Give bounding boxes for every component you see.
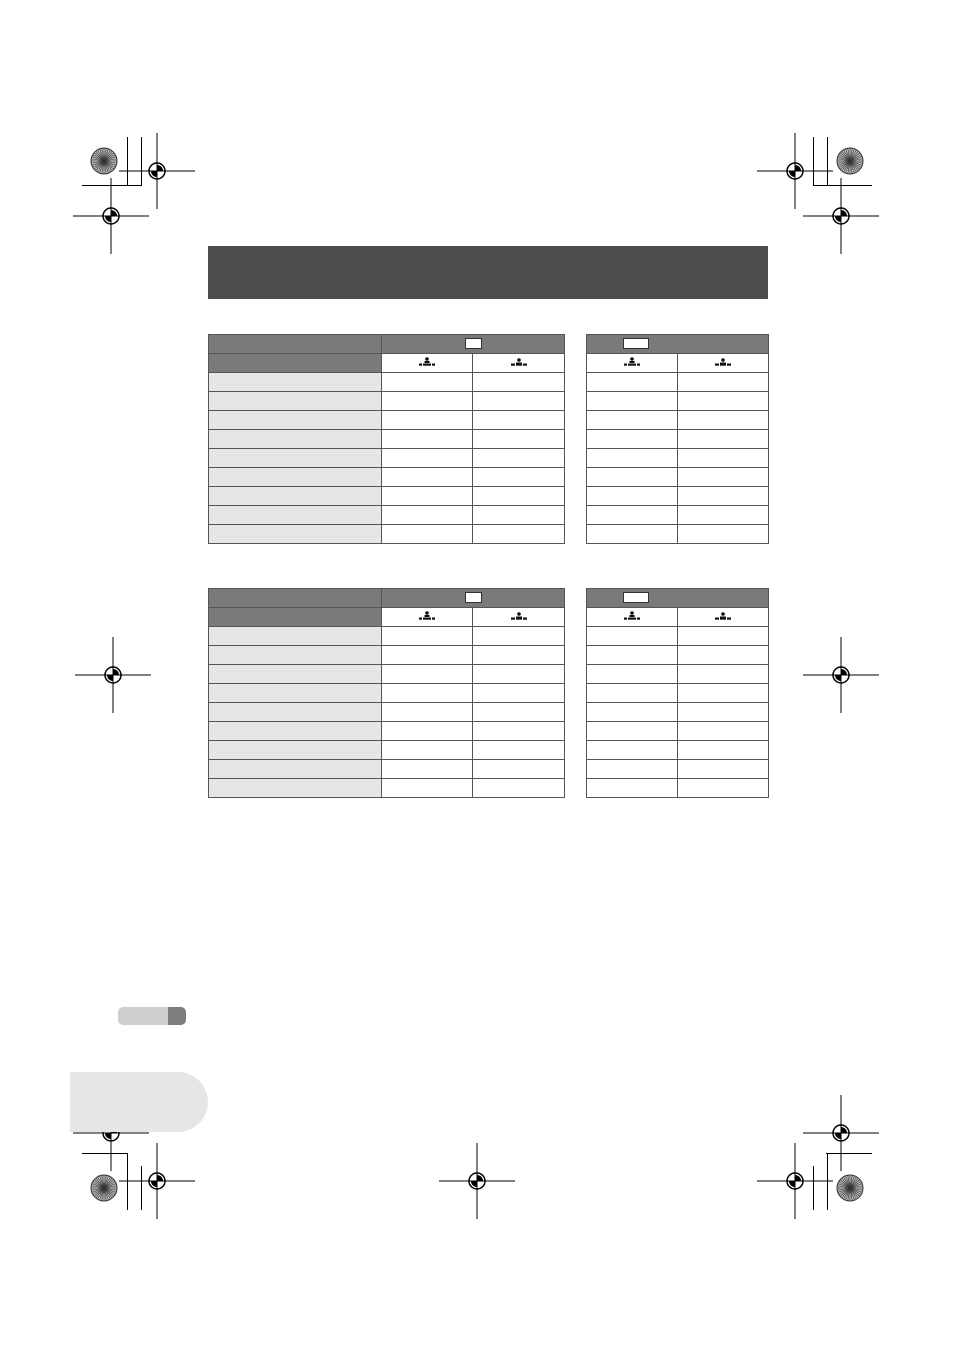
table-row — [209, 468, 565, 487]
chapter-tab — [70, 1072, 208, 1132]
row-value — [587, 722, 678, 741]
row-label — [209, 449, 382, 468]
registration-mark-icon — [437, 1141, 517, 1221]
table-row — [209, 665, 565, 684]
row-value — [473, 627, 565, 646]
table-row — [209, 627, 565, 646]
quality-normal-icon — [678, 354, 769, 373]
table-header-blank — [209, 335, 382, 354]
row-value — [473, 487, 565, 506]
mode-header — [587, 335, 769, 354]
mode-wide-icon — [623, 592, 649, 603]
row-value — [473, 430, 565, 449]
row-value — [587, 430, 678, 449]
row-value — [587, 741, 678, 760]
row-value — [678, 449, 769, 468]
table-row — [209, 684, 565, 703]
row-value — [678, 627, 769, 646]
row-value — [587, 779, 678, 798]
row-label — [209, 468, 382, 487]
crop-mark-line — [826, 1153, 872, 1154]
row-label — [209, 506, 382, 525]
table-row — [587, 411, 769, 430]
table-row — [587, 665, 769, 684]
row-value — [382, 430, 473, 449]
size-table-right — [586, 334, 769, 544]
row-label — [209, 646, 382, 665]
table-row — [209, 373, 565, 392]
section-header-bar — [208, 246, 768, 299]
crop-mark-line — [813, 1166, 814, 1210]
row-value — [587, 627, 678, 646]
row-value — [678, 487, 769, 506]
row-value — [678, 760, 769, 779]
row-value — [382, 468, 473, 487]
table-row — [587, 392, 769, 411]
color-wheel-mark-icon — [90, 1174, 118, 1202]
registration-mark-icon — [71, 176, 151, 256]
table-subheader-blank — [209, 608, 382, 627]
table-row — [587, 449, 769, 468]
mode-standard-icon — [465, 338, 482, 349]
row-value — [382, 525, 473, 544]
mode-header — [382, 335, 565, 354]
table-row — [587, 741, 769, 760]
row-value — [678, 411, 769, 430]
table-row — [209, 741, 565, 760]
page-index-tab — [118, 1007, 186, 1025]
row-value — [473, 373, 565, 392]
row-value — [587, 392, 678, 411]
row-label — [209, 525, 382, 544]
row-value — [382, 392, 473, 411]
row-value — [678, 722, 769, 741]
registration-mark-icon — [755, 1141, 835, 1221]
row-value — [678, 468, 769, 487]
mode-wide-icon — [623, 338, 649, 349]
size-table-right — [586, 588, 769, 798]
row-value — [678, 741, 769, 760]
row-value — [678, 703, 769, 722]
row-label — [209, 430, 382, 449]
color-wheel-mark-icon — [836, 147, 864, 175]
row-label — [209, 392, 382, 411]
table-row — [587, 525, 769, 544]
table-row — [209, 646, 565, 665]
row-value — [382, 646, 473, 665]
row-value — [587, 373, 678, 392]
table-row — [587, 627, 769, 646]
row-value — [473, 506, 565, 525]
table-row — [587, 646, 769, 665]
table-row — [209, 506, 565, 525]
row-value — [587, 487, 678, 506]
row-value — [382, 373, 473, 392]
row-label — [209, 741, 382, 760]
row-label — [209, 487, 382, 506]
registration-mark-icon — [801, 176, 881, 256]
row-value — [473, 392, 565, 411]
table-row — [587, 760, 769, 779]
row-value — [587, 646, 678, 665]
row-value — [473, 760, 565, 779]
table-row — [587, 430, 769, 449]
quality-normal-icon — [473, 354, 565, 373]
row-value — [382, 703, 473, 722]
table-row — [587, 703, 769, 722]
row-value — [473, 411, 565, 430]
quality-fine-icon — [382, 354, 473, 373]
row-value — [473, 646, 565, 665]
registration-mark-icon — [801, 635, 881, 715]
row-value — [678, 665, 769, 684]
row-label — [209, 411, 382, 430]
crop-mark-line — [141, 1166, 142, 1210]
row-label — [209, 722, 382, 741]
row-value — [473, 684, 565, 703]
table-subheader-blank — [209, 354, 382, 373]
row-value — [678, 430, 769, 449]
row-label — [209, 703, 382, 722]
row-value — [678, 646, 769, 665]
quality-normal-icon — [473, 608, 565, 627]
row-value — [587, 665, 678, 684]
row-value — [382, 665, 473, 684]
row-value — [473, 779, 565, 798]
row-value — [587, 525, 678, 544]
table-row — [587, 779, 769, 798]
row-value — [678, 506, 769, 525]
row-value — [587, 468, 678, 487]
size-table-left — [208, 334, 565, 544]
crop-mark-line — [141, 137, 142, 186]
row-value — [587, 684, 678, 703]
row-value — [473, 722, 565, 741]
crop-mark-line — [813, 185, 872, 186]
row-value — [382, 722, 473, 741]
row-value — [382, 506, 473, 525]
mode-header — [587, 589, 769, 608]
table-row — [587, 373, 769, 392]
crop-mark-line — [827, 137, 828, 186]
color-wheel-mark-icon — [90, 147, 118, 175]
row-value — [587, 411, 678, 430]
table-row — [587, 722, 769, 741]
crop-mark-line — [82, 1153, 128, 1154]
row-value — [678, 779, 769, 798]
row-label — [209, 779, 382, 798]
quality-fine-icon — [587, 354, 678, 373]
table-row — [209, 703, 565, 722]
table-row — [209, 449, 565, 468]
row-label — [209, 665, 382, 684]
row-value — [473, 741, 565, 760]
row-value — [587, 449, 678, 468]
registration-mark-icon — [117, 1141, 197, 1221]
mode-standard-icon — [465, 592, 482, 603]
row-value — [473, 665, 565, 684]
row-value — [587, 703, 678, 722]
table-row — [209, 392, 565, 411]
row-value — [678, 392, 769, 411]
table-row — [209, 430, 565, 449]
row-value — [382, 411, 473, 430]
row-value — [382, 779, 473, 798]
crop-mark-line — [813, 137, 814, 186]
table-row — [209, 487, 565, 506]
row-label — [209, 373, 382, 392]
row-value — [382, 741, 473, 760]
row-value — [473, 468, 565, 487]
size-table-left — [208, 588, 565, 798]
mode-header — [382, 589, 565, 608]
table-row — [587, 506, 769, 525]
table-row — [587, 468, 769, 487]
row-value — [473, 703, 565, 722]
row-value — [382, 684, 473, 703]
row-value — [678, 684, 769, 703]
quality-fine-icon — [587, 608, 678, 627]
row-label — [209, 627, 382, 646]
table-row — [209, 525, 565, 544]
table-row — [587, 487, 769, 506]
table-row — [209, 411, 565, 430]
table-row — [209, 779, 565, 798]
row-label — [209, 760, 382, 779]
table-row — [587, 684, 769, 703]
row-value — [382, 449, 473, 468]
quality-normal-icon — [678, 608, 769, 627]
quality-fine-icon — [382, 608, 473, 627]
row-value — [382, 627, 473, 646]
row-value — [587, 760, 678, 779]
row-value — [382, 487, 473, 506]
row-label — [209, 684, 382, 703]
row-value — [678, 373, 769, 392]
row-value — [382, 760, 473, 779]
table-header-blank — [209, 589, 382, 608]
row-value — [587, 506, 678, 525]
color-wheel-mark-icon — [836, 1174, 864, 1202]
crop-mark-line — [127, 1153, 128, 1210]
table-row — [209, 722, 565, 741]
table-row — [209, 760, 565, 779]
registration-mark-icon — [73, 635, 153, 715]
row-value — [473, 525, 565, 544]
crop-mark-line — [82, 185, 141, 186]
crop-mark-line — [827, 1153, 828, 1210]
row-value — [678, 525, 769, 544]
crop-mark-line — [127, 137, 128, 186]
row-value — [473, 449, 565, 468]
